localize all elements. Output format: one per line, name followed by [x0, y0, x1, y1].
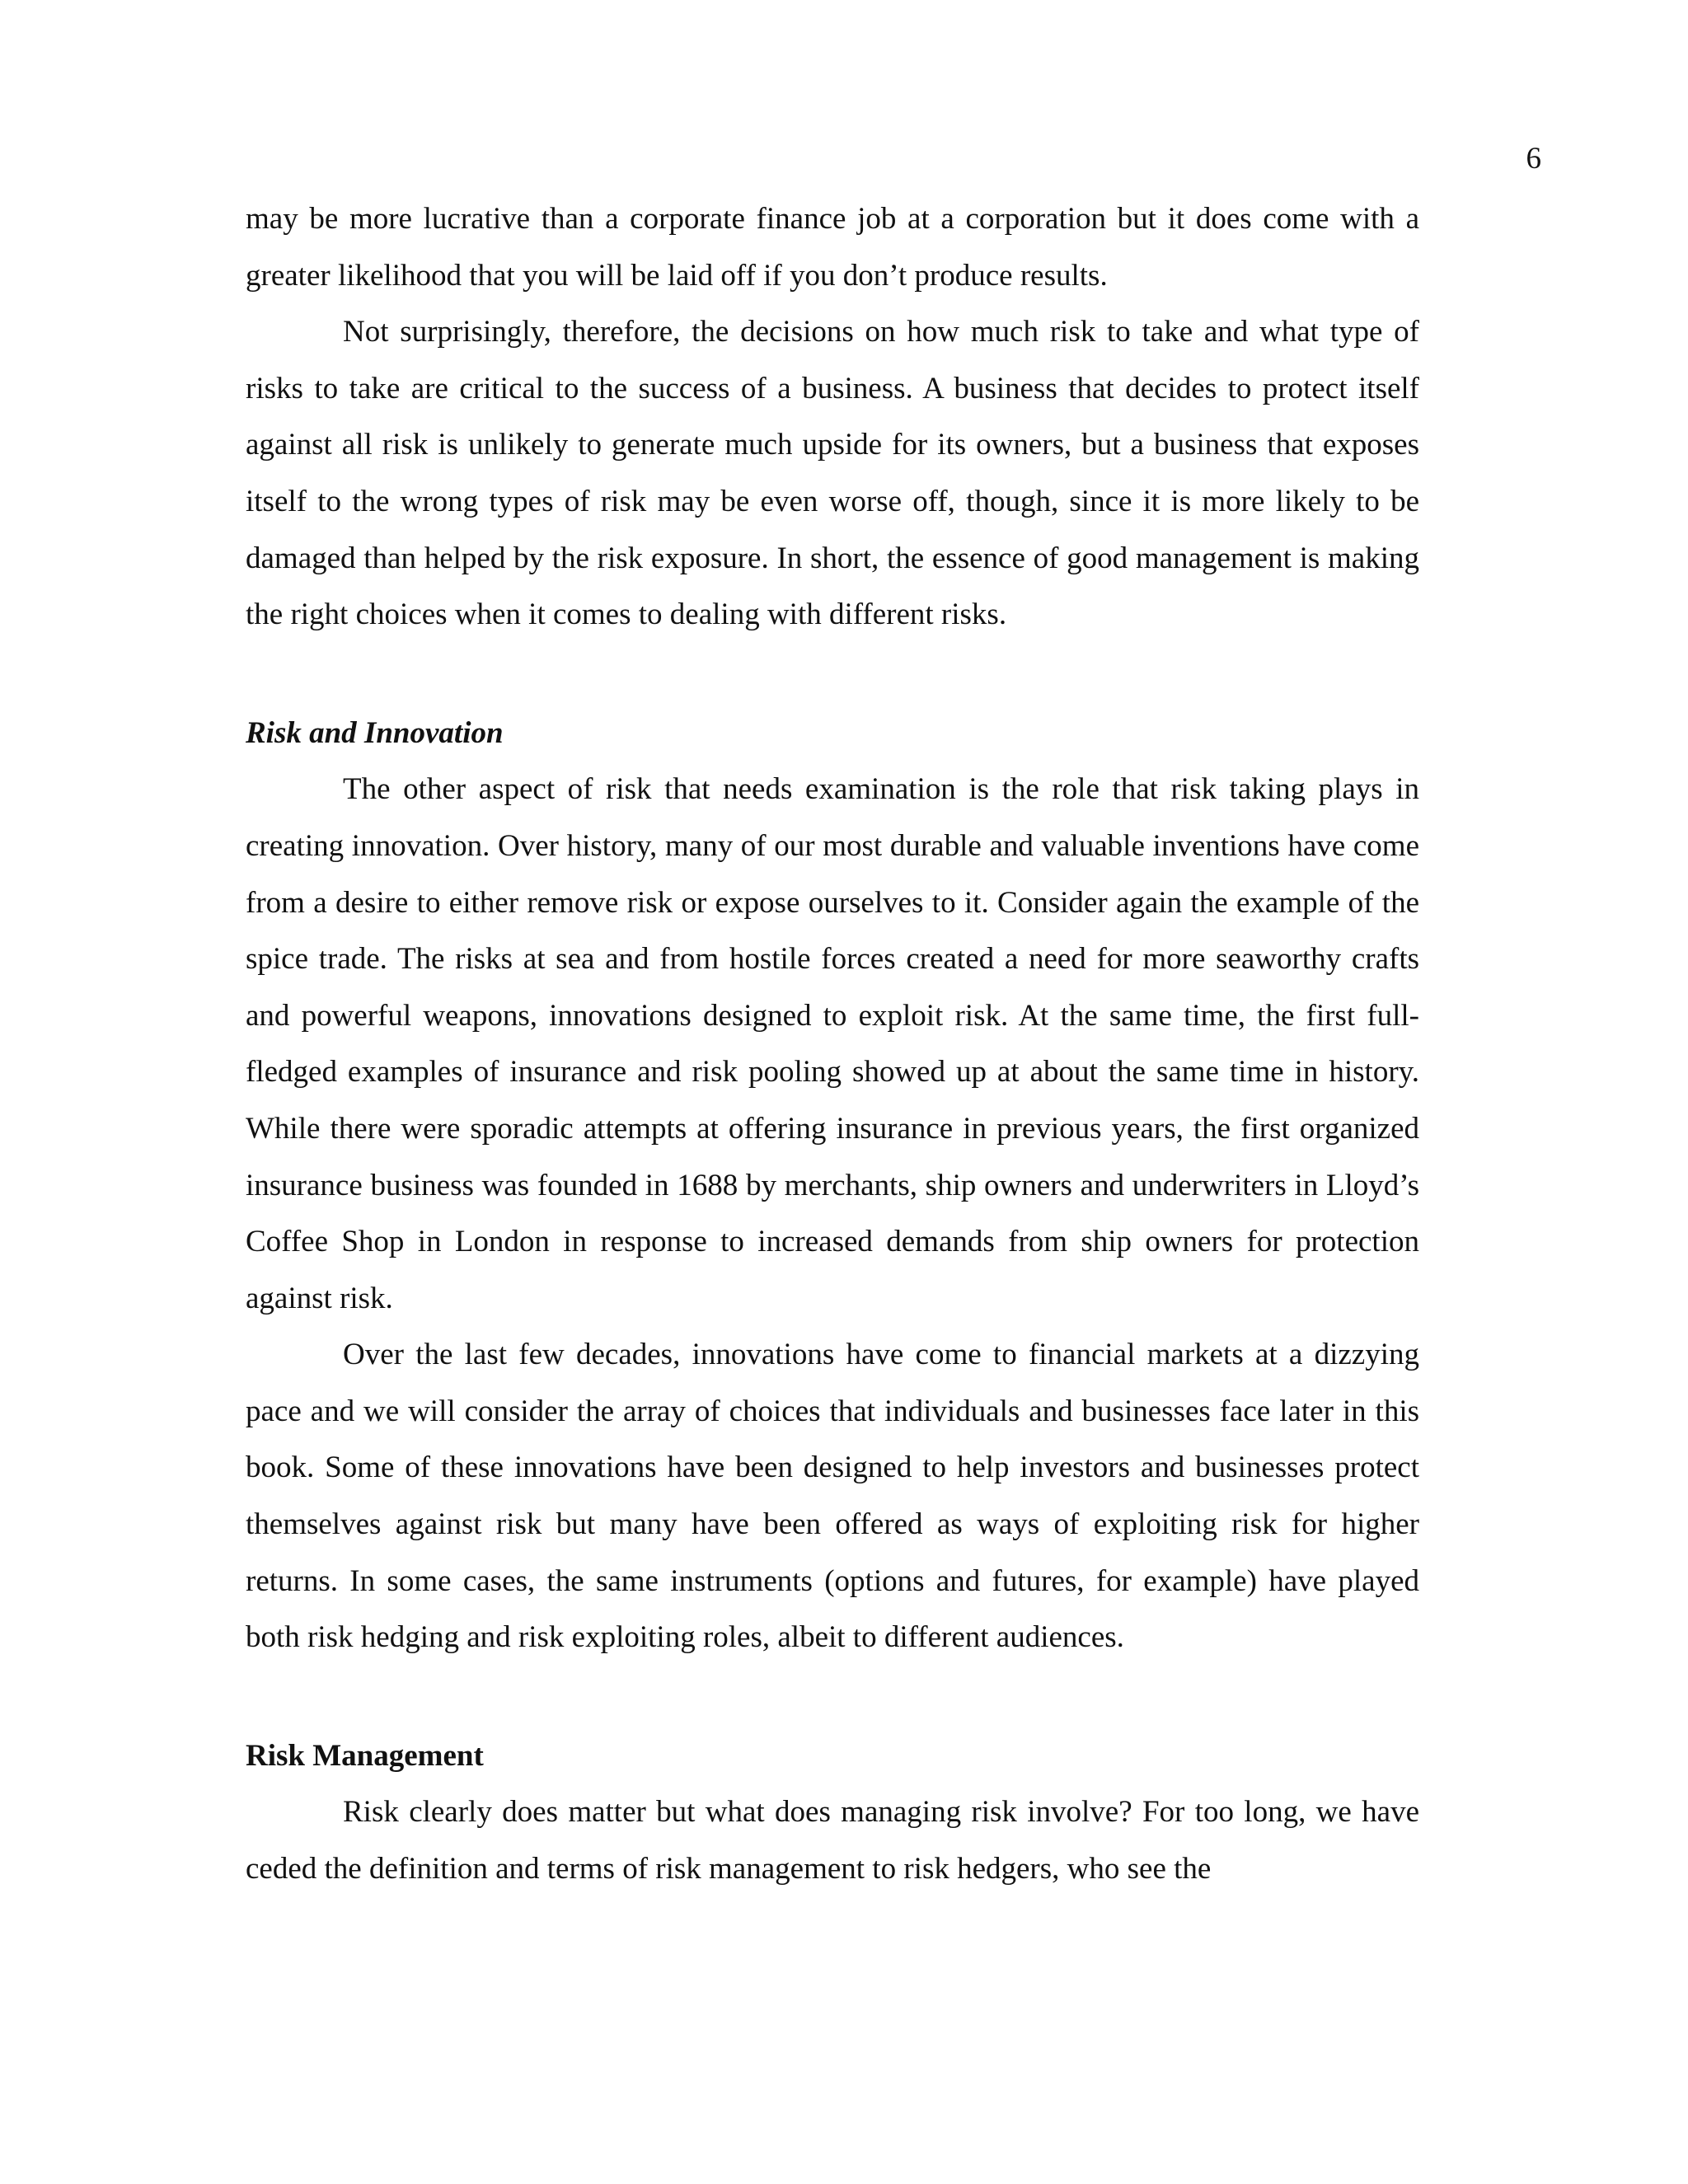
- section-heading-risk-and-innovation: Risk and Innovation: [246, 715, 504, 750]
- paragraph-continued: may be more lucrative than a corporate finance job at a corporation but it does come with a greater likelihood that you will be laid off if you don’t produce results.: [246, 202, 1419, 293]
- section-spacer: [246, 644, 1419, 705]
- paragraph-financial-innovations: Over the last few decades, innovations have come to financial markets at a dizzying pace and we will consider the array of choices that individuals and businesses face later in this book. Some of these innovations have been designed to help investors and businesses protect themselves against risk but many have been offered as ways of exploiting risk for higher returns. In some cases, the same instruments (options and futures, for example) have played both risk hedging and risk exploiting roles, albeit to different audiences.: [246, 1338, 1419, 1655]
- section-heading-risk-management: Risk Management: [246, 1738, 484, 1773]
- paragraph-risk-management-intro: Risk clearly does matter but what does managing risk involve? For too long, we have ceded the definition and terms of risk management to risk hedgers, who see the: [246, 1795, 1419, 1886]
- section-spacer: [246, 1666, 1419, 1728]
- paragraph-innovation-history: The other aspect of risk that needs examination is the role that risk taking plays in creating innovation. Over history, many of our most durable and valuable inventions have come from a desire to either remove risk or expose ourselves to it. Consider again the example of the spice trade. The risks at sea and from hostile forces created a need for more seaworthy crafts and powerful weapons, innovations designed to exploit risk. At the same time, the first full-fledged examples of insurance and risk pooling showed up at about the same time in history. While there were sporadic attempts at offering insurance in previous years, the first organized insurance business was founded in 1688 by merchants, ship owners and underwriters in Lloyd’s Coffee Shop in London in response to increased demands from ship owners for protection against risk.: [246, 772, 1419, 1315]
- paragraph-risk-decisions: Not surprisingly, therefore, the decisions on how much risk to take and what type of risks to take are critical to the success of a business. A business that decides to protect itself against all risk is unlikely to generate much upside for its owners, but a business that exposes itself to the wrong types of risk may be even worse off, though, since it is more likely to be damaged than helped by the risk exposure. In short, the essence of good management is making the right choices when it comes to dealing with different risks.: [246, 315, 1419, 632]
- page-body: [246, 191, 1419, 1898]
- page-number: 6: [1526, 142, 1541, 176]
